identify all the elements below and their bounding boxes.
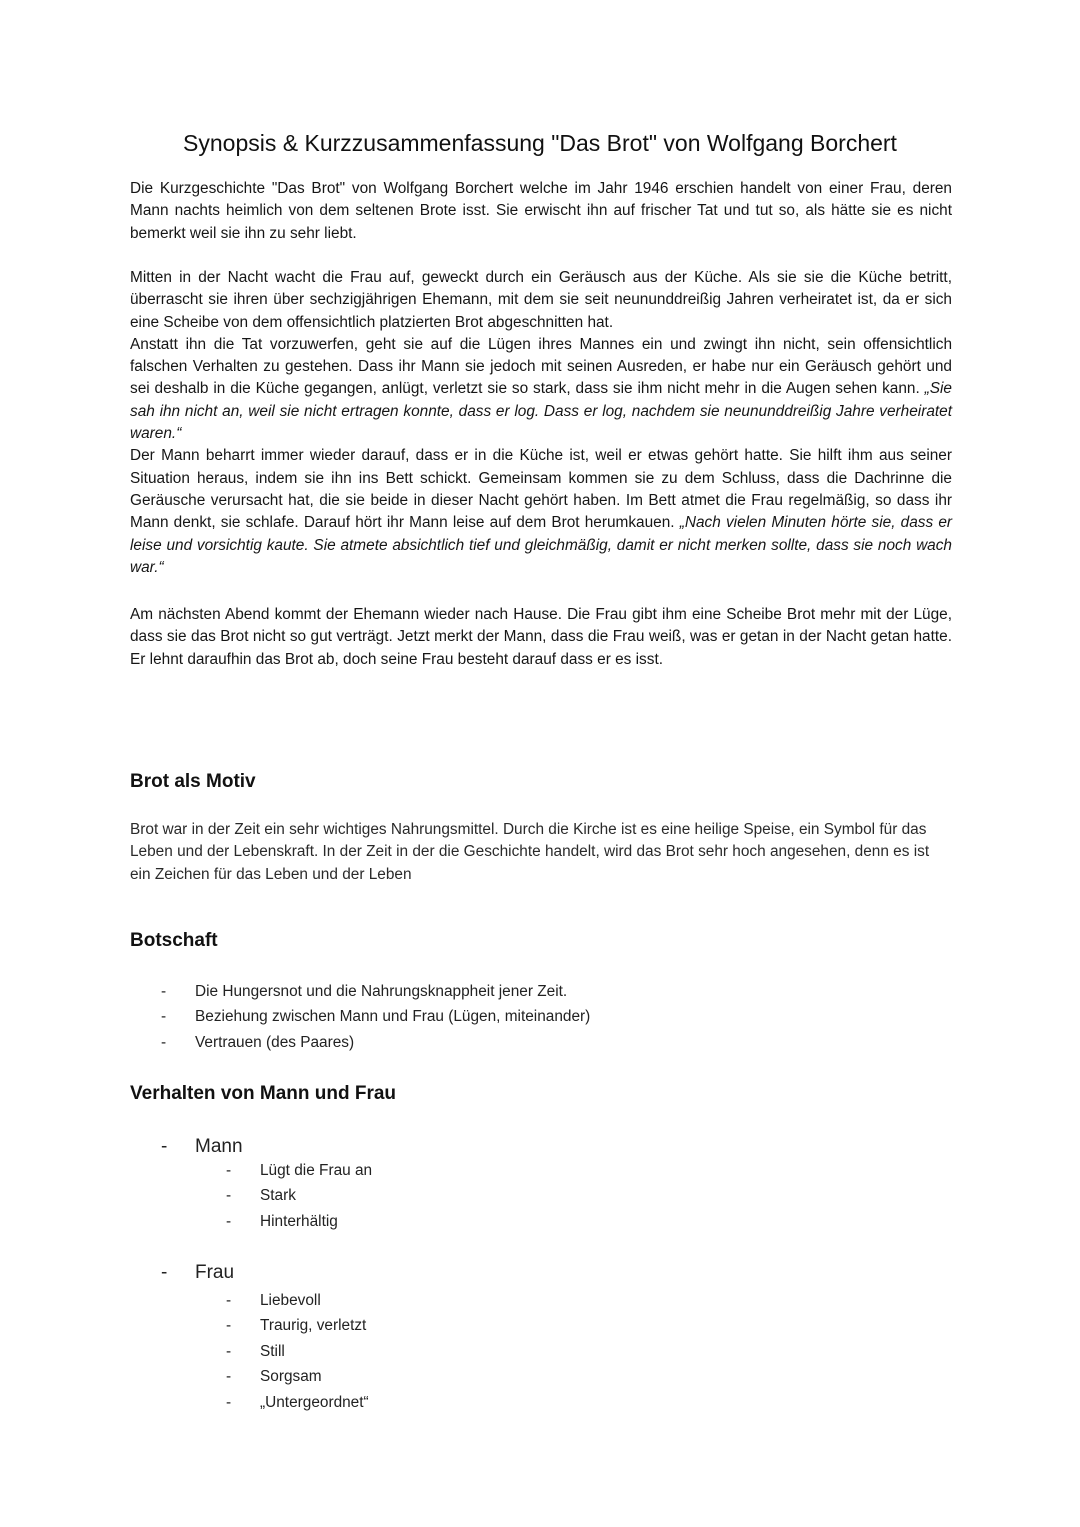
botschaft-item-text: Die Hungersnot und die Nahrungsknappheit jener Zeit. xyxy=(195,983,568,1000)
botschaft-heading: Botschaft xyxy=(130,930,218,951)
summary-quote-2: „Nach vielen Minuten hörte sie, dass er leise und vorsichtig kaute. Sie atmete absichtlich tief und gleichmäßig, damit er nicht merken sollte, dass sie noch wach war.“ xyxy=(130,514,953,576)
mann-trait-text: Hinterhältig xyxy=(260,1213,338,1230)
frau-trait-text: Traurig, verletzt xyxy=(260,1317,367,1334)
verhalten-heading: Verhalten von Mann und Frau xyxy=(130,1083,397,1104)
summary-paragraph xyxy=(130,267,952,579)
summary-quote-1: „Sie sah ihn nicht an, weil sie nicht ertragen konnte, dass er log. Dass er log, nachdem sie neununddreißig Jahre verheiratet waren.“ xyxy=(130,380,952,443)
dash-bullet: - xyxy=(226,1213,232,1230)
ending-paragraph: Am nächsten Abend kommt der Ehemann wieder nach Hause. Die Frau gibt ihm eine Scheibe Brot mehr mit der Lüge, dass sie das Brot nicht so gut verträgt. Jetzt merkt der Mann, dass die Frau weiß, was er getan in der Nacht getan hatte. Er lehnt daraufhin das Brot ab, doch seine Frau besteht darauf dass er es isst. xyxy=(130,606,952,668)
dash-bullet: - xyxy=(226,1317,232,1334)
motiv-heading: Brot als Motiv xyxy=(130,771,256,792)
frau-trait-text: „Untergeordnet“ xyxy=(260,1394,369,1411)
frau-trait-text: Sorgsam xyxy=(260,1368,322,1385)
mann-label: Mann xyxy=(195,1136,243,1157)
frau-label: Frau xyxy=(195,1262,235,1283)
dash-bullet: - xyxy=(161,1262,168,1283)
botschaft-item-text: Vertrauen (des Paares) xyxy=(195,1034,355,1051)
summary-part-c: Der Mann beharrt immer wieder darauf, dass er in die Küche ist, weil er etwas gehört hatte. Sie hilft ihm aus seiner Situation heraus, indem sie ihn ins Bett schickt. Gemeinsam kommen sie zu dem Schluss, dass die Dachrinne die Geräusche verursacht hat, die sie beide in dieser Nacht gehört haben. Im Bett atmet die Frau regelmäßig, so dass ihr Mann denkt, sie schlafe. Darauf hört ihr Mann leise auf dem Brot herumkauen. xyxy=(130,447,952,532)
dash-bullet: - xyxy=(161,1136,168,1157)
dash-bullet: - xyxy=(161,983,167,1000)
dash-bullet: - xyxy=(226,1162,232,1179)
dash-bullet: - xyxy=(161,1008,167,1025)
mann-trait-text: Stark xyxy=(260,1187,296,1204)
intro-paragraph: Die Kurzgeschichte "Das Brot" von Wolfgang Borchert welche im Jahr 1946 erschien handelt von einer Frau, deren Mann nachts heimlich von dem seltenen Brote isst. Sie erwischt ihn auf frischer Tat und tut so, als hätte sie es nicht bemerkt weil sie ihn zu sehr liebt. xyxy=(130,180,952,242)
dash-bullet: - xyxy=(161,1034,167,1051)
dash-bullet: - xyxy=(226,1368,232,1385)
page-title: Synopsis & Kurzzusammenfassung "Das Brot" von Wolfgang Borchert xyxy=(183,130,897,156)
frau-trait-text: Still xyxy=(260,1343,285,1360)
mann-trait-text: Lügt die Frau an xyxy=(260,1162,373,1179)
dash-bullet: - xyxy=(226,1394,232,1411)
summary-part-a: Mitten in der Nacht wacht die Frau auf, geweckt durch ein Geräusch aus der Küche. Als sie sie die Küche betritt, überrascht sie ihren über sechzigjährigen Ehemann, mit dem sie seit neununddreißig Jahren verheiratet ist, da er sich eine Scheibe von dem offensichtlich platzierten Brot abgeschnitten hat. xyxy=(130,269,952,331)
dash-bullet: - xyxy=(226,1343,232,1360)
botschaft-item-text: Beziehung zwischen Mann und Frau (Lügen, miteinander) xyxy=(195,1008,591,1025)
summary-part-b: Anstatt ihn die Tat vorzuwerfen, geht sie auf die Lügen ihres Mannes ein und zwingt ihn nicht, sein offensichtlich falschen Verhalten zu gestehen. Dass ihr Mann sie jedoch mit seinen Ausreden, er habe nur ein Geräusch gehört und sei deshalb in die Küche gegangen, anlügt, verletzt sie so stark, dass sie ihm nicht mehr in die Augen sehen kann. xyxy=(130,335,952,398)
dash-bullet: - xyxy=(226,1292,232,1309)
motiv-text: Brot war in der Zeit ein sehr wichtiges Nahrungsmittel. Durch die Kirche ist es eine heilige Speise, ein Symbol für das Leben und der Lebenskraft. In der Zeit in der die Geschichte handelt, wird das Brot sehr hoch angesehen, denn es ist ein Zeichen für das Leben und der Leben xyxy=(130,821,930,883)
frau-trait-text: Liebevoll xyxy=(260,1292,321,1309)
dash-bullet: - xyxy=(226,1187,232,1204)
